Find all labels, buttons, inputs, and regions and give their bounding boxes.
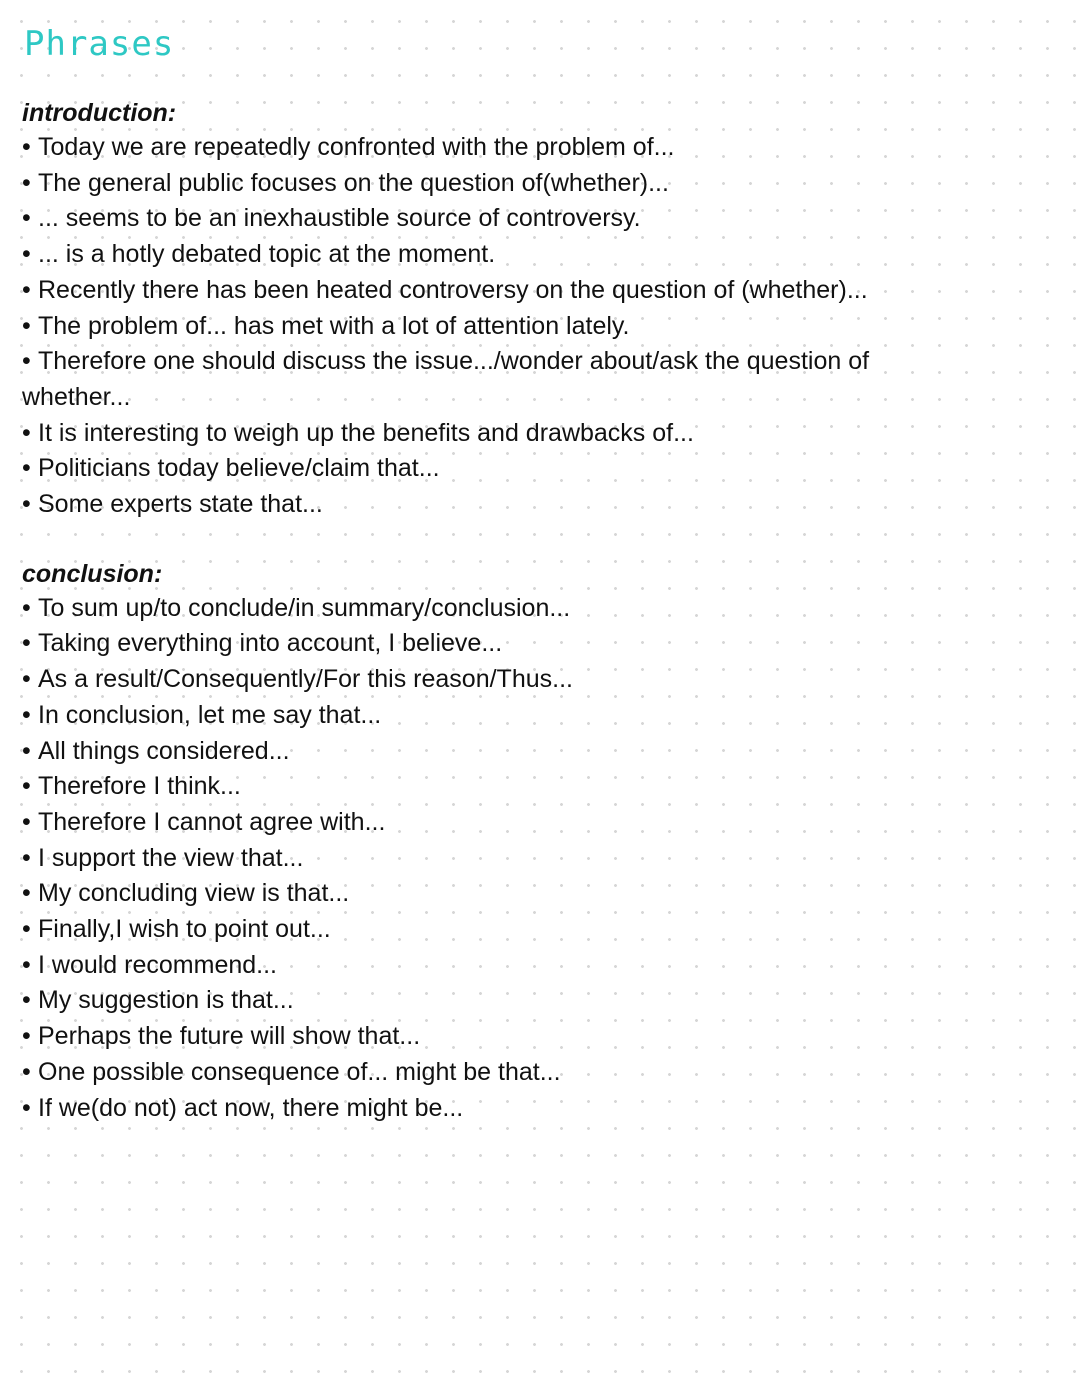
bullet-icon: •	[22, 986, 31, 1015]
bullet-icon: •	[22, 168, 31, 197]
bullet-icon: •	[22, 843, 31, 872]
bullet-icon: •	[22, 1022, 31, 1051]
list-item: • My suggestion is that...	[22, 983, 1052, 1019]
list-item: • It is interesting to weigh up the benefits and drawbacks of...	[22, 416, 1052, 452]
notes-page	[22, 24, 1052, 1162]
list-item: • I would recommend...	[22, 948, 1052, 984]
list-item: • Taking everything into account, I believe...	[22, 626, 1052, 662]
list-item: • Some experts state that...	[22, 487, 1052, 523]
list-item: • To sum up/to conclude/in summary/conclusion...	[22, 591, 1052, 627]
page-title: Phrases	[24, 24, 175, 64]
list-item: • Therefore I cannot agree with...	[22, 805, 1052, 841]
bullet-icon: •	[22, 700, 31, 729]
introduction-list	[22, 130, 1052, 523]
list-item: • ... is a hotly debated topic at the moment.	[22, 237, 1052, 273]
list-item: • As a result/Consequently/For this reason/Thus...	[22, 662, 1052, 698]
bullet-icon: •	[22, 629, 31, 658]
bullet-icon: •	[22, 772, 31, 801]
list-item: • Recently there has been heated controversy on the question of (whether)...	[22, 273, 1052, 309]
bullet-icon: •	[22, 240, 31, 269]
conclusion-list	[22, 591, 1052, 1127]
list-item: • Today we are repeatedly confronted with the problem of...	[22, 130, 1052, 166]
bullet-icon: •	[22, 593, 31, 622]
list-item: • The general public focuses on the question of(whether)...	[22, 166, 1052, 202]
bullet-icon: •	[22, 950, 31, 979]
bullet-icon: •	[22, 311, 31, 340]
conclusion-section	[22, 559, 1052, 1127]
bullet-icon: •	[22, 454, 31, 483]
bullet-icon: •	[22, 490, 31, 519]
list-item: • Therefore one should discuss the issue.../wonder about/ask the question of whether...	[22, 344, 922, 415]
bullet-icon: •	[22, 275, 31, 304]
bullet-icon: •	[22, 347, 31, 376]
list-item: • Finally,I wish to point out...	[22, 912, 1052, 948]
list-item: • Perhaps the future will show that...	[22, 1019, 1052, 1055]
bullet-icon: •	[22, 204, 31, 233]
list-item: • My concluding view is that...	[22, 876, 1052, 912]
conclusion-heading: conclusion:	[22, 559, 163, 588]
list-item: • In conclusion, let me say that...	[22, 698, 1052, 734]
bullet-icon: •	[22, 879, 31, 908]
list-item: • One possible consequence of... might be that...	[22, 1055, 1052, 1091]
bullet-icon: •	[22, 665, 31, 694]
list-item: • Therefore I think...	[22, 769, 1052, 805]
introduction-heading: introduction:	[22, 99, 177, 127]
bullet-icon: •	[22, 1093, 31, 1122]
list-item: • The problem of... has met with a lot of attention lately.	[22, 309, 1052, 345]
bullet-icon: •	[22, 1057, 31, 1086]
introduction-section	[22, 98, 1052, 523]
list-item: • ... seems to be an inexhaustible source of controversy.	[22, 201, 1052, 237]
list-item: • All things considered...	[22, 734, 1052, 770]
bullet-icon: •	[22, 807, 31, 836]
bullet-icon: •	[22, 915, 31, 944]
list-item: • If we(do not) act now, there might be...	[22, 1091, 1052, 1127]
list-item: • Politicians today believe/claim that...	[22, 451, 1052, 487]
bullet-icon: •	[22, 133, 31, 161]
bullet-icon: •	[22, 736, 31, 765]
list-item: • I support the view that...	[22, 841, 1052, 877]
bullet-icon: •	[22, 418, 31, 447]
